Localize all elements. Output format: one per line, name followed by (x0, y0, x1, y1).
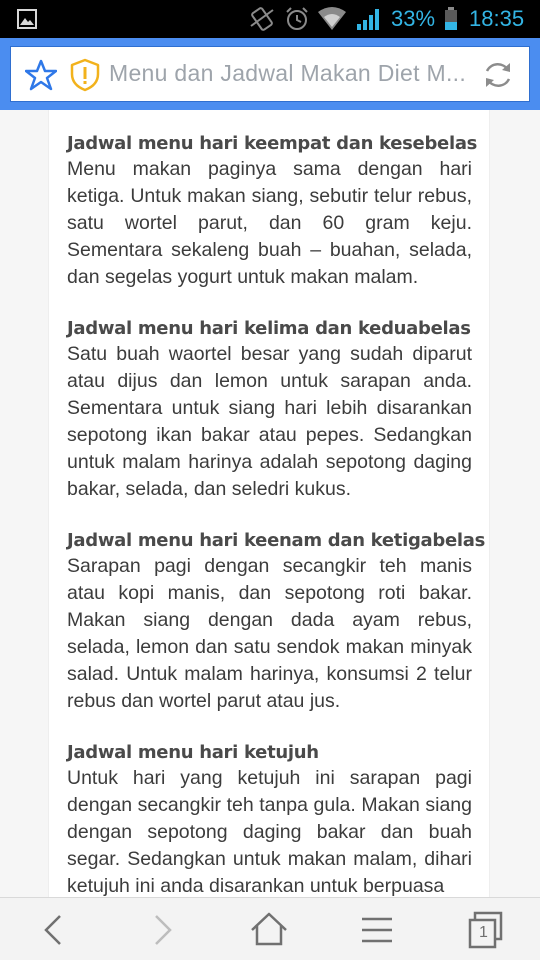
menu-section-day-6-13 (67, 529, 485, 715)
article (48, 110, 490, 897)
menu-section-day-7 (67, 741, 472, 897)
address-bar[interactable] (10, 46, 530, 102)
vibrate-icon (248, 6, 276, 32)
back-button[interactable] (34, 910, 74, 950)
battery-icon (443, 6, 459, 32)
wifi-icon (316, 6, 348, 32)
tab-count[interactable]: 1 (479, 924, 488, 941)
alarm-icon (284, 6, 310, 32)
section-heading: Jadwal menu hari keenam dan ketigabelas (67, 530, 485, 551)
section-heading: Jadwal menu hari ketujuh (67, 742, 319, 763)
clock: 18:35 (469, 6, 525, 31)
section-body: Menu makan paginya sama dengan hari ketiga. Untuk makan siang, sebutir telur rebus, satu wortel parut, dan 60 gram keju. Sementara sekaleng buah – buahan, selada, dan segelas yogurt untuk makan malam. (67, 158, 472, 288)
status-bar (0, 0, 540, 38)
forward-button[interactable] (142, 910, 182, 950)
image-icon (17, 9, 37, 29)
menu-section-day-4-11 (67, 132, 478, 291)
security-warning-icon[interactable] (69, 58, 101, 92)
section-heading: Jadwal menu hari keempat dan kesebelas (67, 133, 478, 154)
web-content[interactable] (0, 110, 540, 897)
bookmark-star-icon[interactable] (25, 59, 57, 91)
section-body: Untuk hari yang ketujuh ini sarapan pagi dengan secangkir teh tanpa gula. Makan siang dengan sepotong daging bakar dan buah segar. Sedangkan untuk makan malam, dihari ketujuh ini anda disarankan untuk berpuasa (67, 767, 472, 897)
page-title[interactable]: Menu dan Jadwal Makan Diet M... (109, 60, 467, 86)
browser-toolbar (0, 38, 540, 110)
reload-icon[interactable] (481, 58, 515, 92)
menu-section-day-5-12 (67, 317, 472, 503)
section-body: Satu buah waortel besar yang sudah diparut atau dijus dan lemon untuk sarapan anda. Sementara untuk siang hari lebih disarankan sepotong ikan bakar atau pepes. Sedangkan untuk malam harinya adalah sepotong daging bakar, selada, dan seledri kukus. (67, 343, 472, 500)
menu-button[interactable] (357, 910, 397, 950)
section-body: Sarapan pagi dengan secangkir teh manis atau kopi manis, dan sepotong roti bakar. Makan siang dengan dada ayam rebus, selada, lemon dan satu sendok makan minyak salad. Untuk malam harinya, konsumsi 2 telur rebus dan wortel parut atau jus. (67, 555, 472, 712)
battery-percent: 33% (391, 6, 436, 31)
home-button[interactable] (249, 910, 289, 950)
section-heading: Jadwal menu hari kelima dan keduabelas (67, 318, 471, 339)
signal-icon (355, 6, 383, 32)
bottom-navigation (0, 897, 540, 960)
